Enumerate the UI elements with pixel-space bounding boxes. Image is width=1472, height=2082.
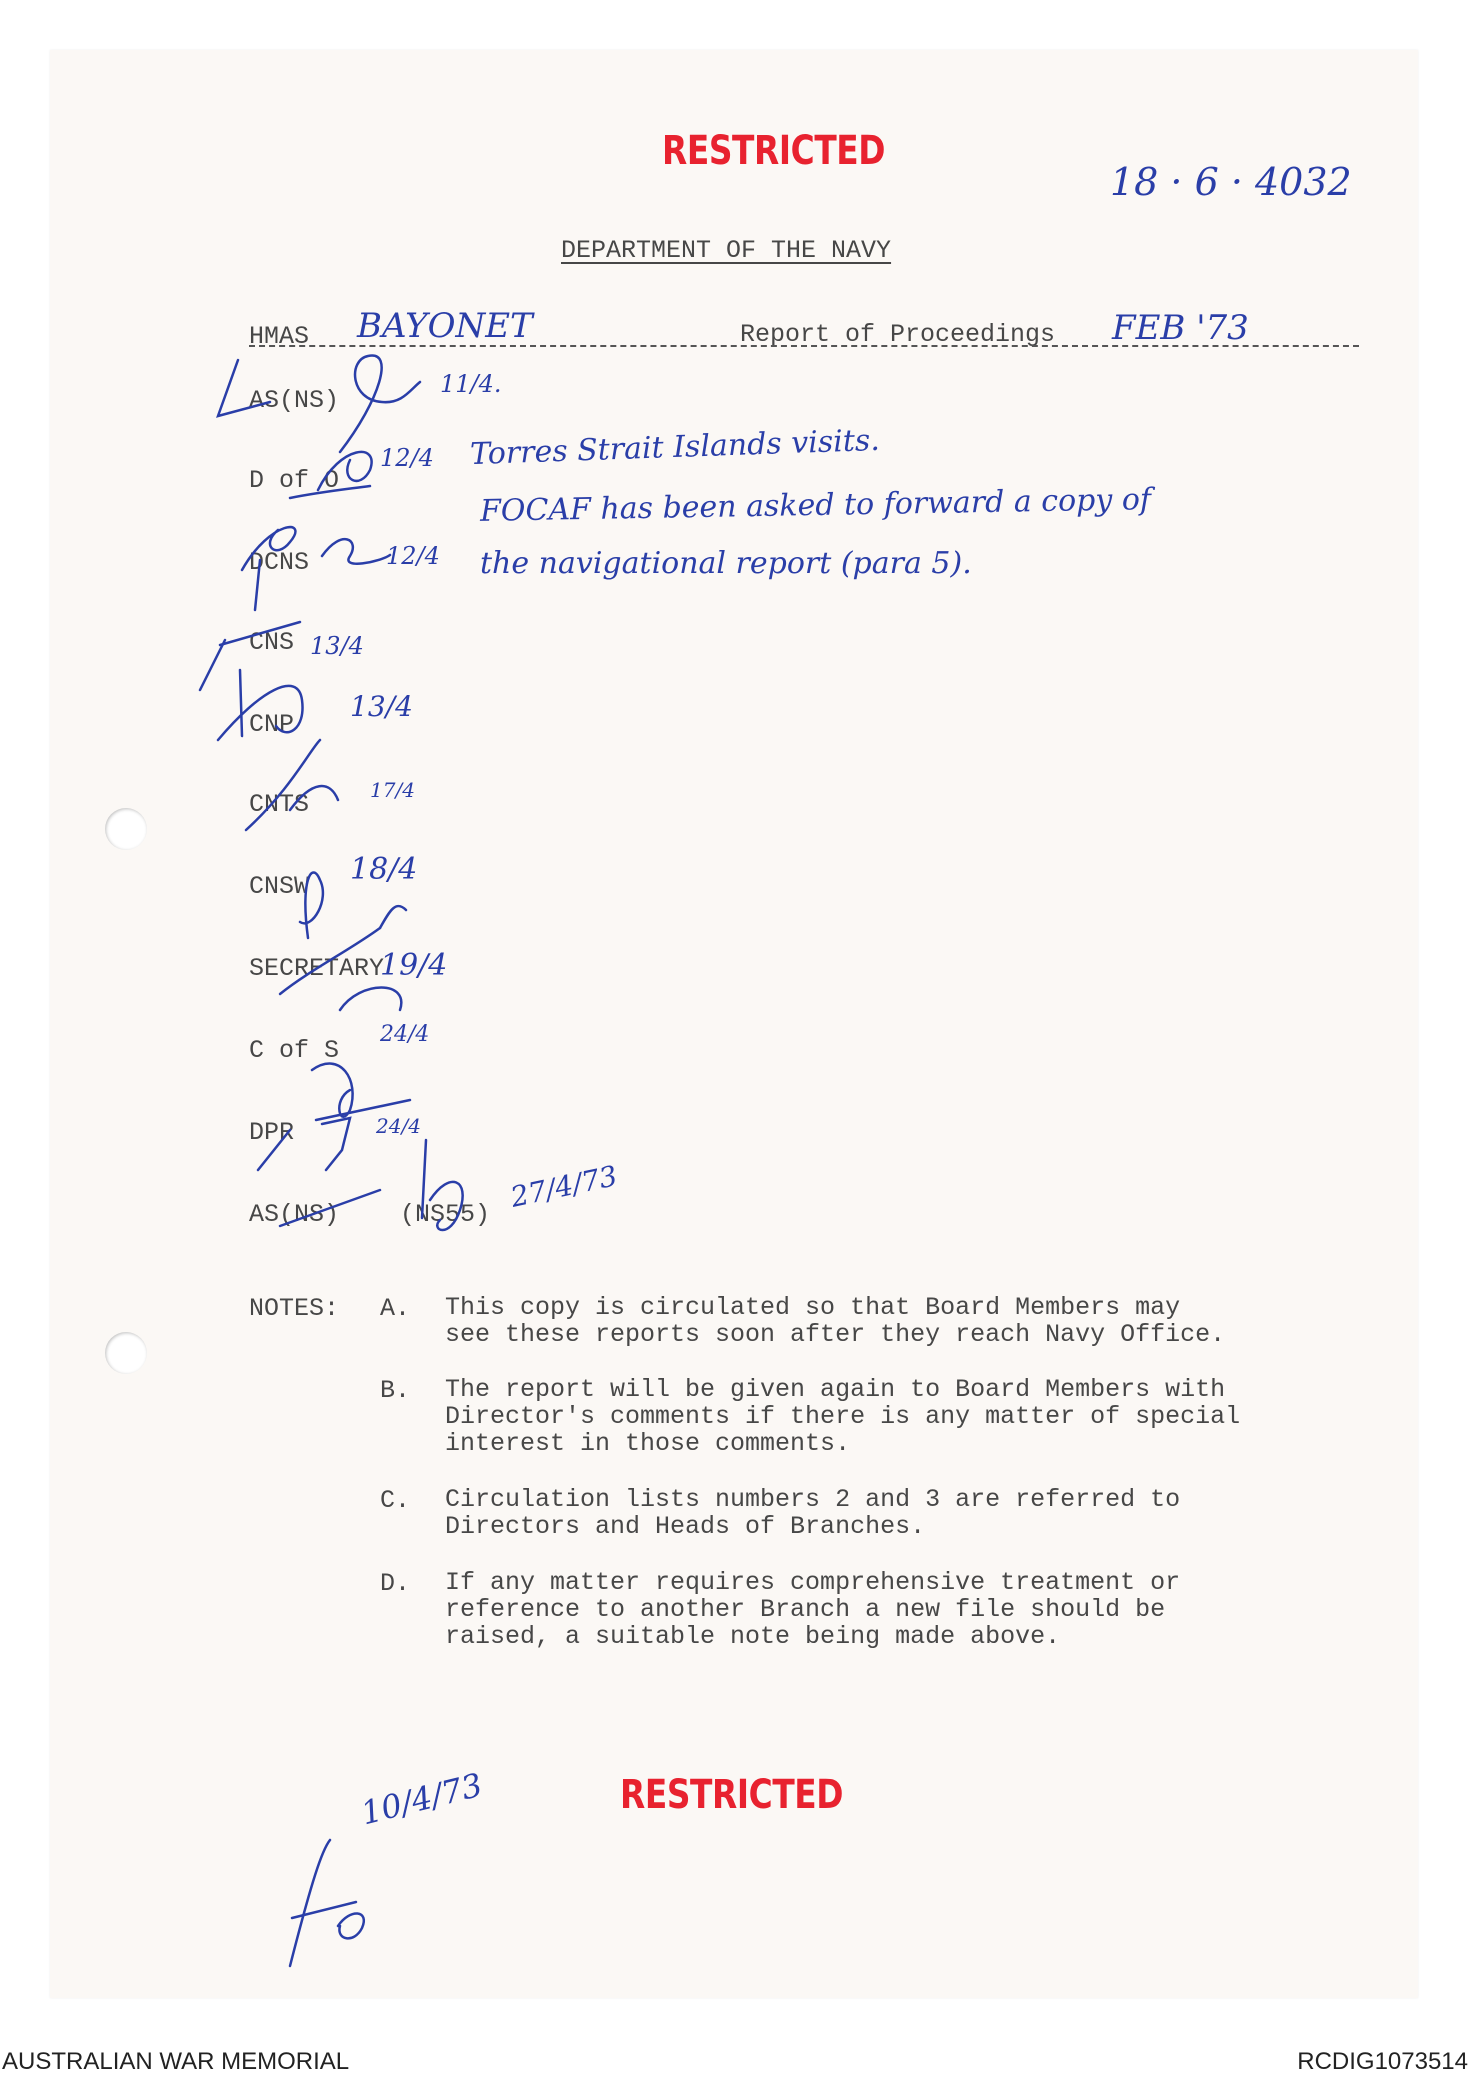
note-letter: C. bbox=[380, 1486, 411, 1515]
notes-label: NOTES: bbox=[249, 1294, 340, 1323]
routing-annotation: 12/4 bbox=[386, 542, 440, 570]
note-text: If any matter requires comprehensive treatment or reference to another Branch a new file should be raised, a suitable note being made above. bbox=[445, 1568, 1181, 1651]
note-text: The report will be given again to Board Members with Director's comments if there is any matter of special interest in those comments. bbox=[445, 1375, 1241, 1458]
routing-annotation: 24/4 bbox=[376, 1114, 421, 1138]
routing-label: AS(NS) bbox=[249, 386, 340, 415]
routing-label: SECRETARY bbox=[249, 954, 385, 983]
handwritten-note-line-2: FOCAF has been asked to forward a copy of bbox=[479, 482, 1152, 529]
routing-annotation: 24/4 bbox=[380, 1022, 430, 1047]
routing-label: DCNS bbox=[249, 548, 310, 577]
ship-prefix: HMAS bbox=[249, 322, 310, 351]
reference-number: 18 · 6 · 4032 bbox=[1110, 160, 1352, 204]
routing-label: CNS bbox=[249, 628, 295, 657]
routing-label: D of O bbox=[249, 466, 340, 495]
document-page bbox=[50, 50, 1418, 1998]
report-date: FEB '73 bbox=[1112, 308, 1249, 348]
note-text: This copy is circulated so that Board Members may see these reports soon after they reach Navy Office. bbox=[445, 1293, 1226, 1349]
routing-annotation: 19/4 bbox=[380, 948, 448, 983]
restricted-stamp-bottom: RESTRICTED bbox=[620, 1772, 844, 1818]
routing-annotation: 11/4. bbox=[440, 370, 502, 398]
note-letter: D. bbox=[380, 1569, 411, 1598]
ship-name: BAYONET bbox=[357, 306, 533, 346]
routing-label: CNSW bbox=[249, 872, 310, 901]
note-letter: B. bbox=[380, 1376, 411, 1405]
routing-label: CNP bbox=[249, 710, 295, 739]
routing-label: C of S bbox=[249, 1036, 340, 1065]
handwritten-note-line-1: Torres Strait Islands visits. bbox=[469, 422, 881, 473]
routing-annotation: 18/4 bbox=[350, 852, 418, 887]
note-letter: A. bbox=[380, 1294, 411, 1323]
footer-source: AUSTRALIAN WAR MEMORIAL bbox=[2, 2048, 350, 2075]
routing-annotation: 12/4 bbox=[380, 444, 434, 472]
handwritten-note-line-3: the navigational report (para 5). bbox=[480, 546, 972, 581]
handwritten-initials bbox=[50, 50, 1418, 1998]
routing-annotation: 13/4 bbox=[350, 690, 413, 723]
routing-annotation: 13/4 bbox=[310, 632, 364, 660]
routing-extra: (NS55) bbox=[400, 1200, 491, 1229]
routing-annotation: 27/4/73 bbox=[507, 1159, 621, 1214]
routing-label: CNTS bbox=[249, 790, 310, 819]
bottom-annotation: 10/4/73 bbox=[357, 1765, 487, 1833]
restricted-stamp-top: RESTRICTED bbox=[662, 128, 886, 174]
routing-label: AS(NS) bbox=[249, 1200, 340, 1229]
report-label: Report of Proceedings bbox=[740, 320, 1056, 349]
routing-label: DPR bbox=[249, 1118, 295, 1147]
department-title: DEPARTMENT OF THE NAVY bbox=[561, 236, 892, 265]
note-text: Circulation lists numbers 2 and 3 are referred to Directors and Heads of Branches. bbox=[445, 1485, 1181, 1541]
routing-annotation: 17/4 bbox=[370, 778, 415, 802]
footer-record-id: RCDIG1073514 bbox=[1297, 2048, 1468, 2075]
